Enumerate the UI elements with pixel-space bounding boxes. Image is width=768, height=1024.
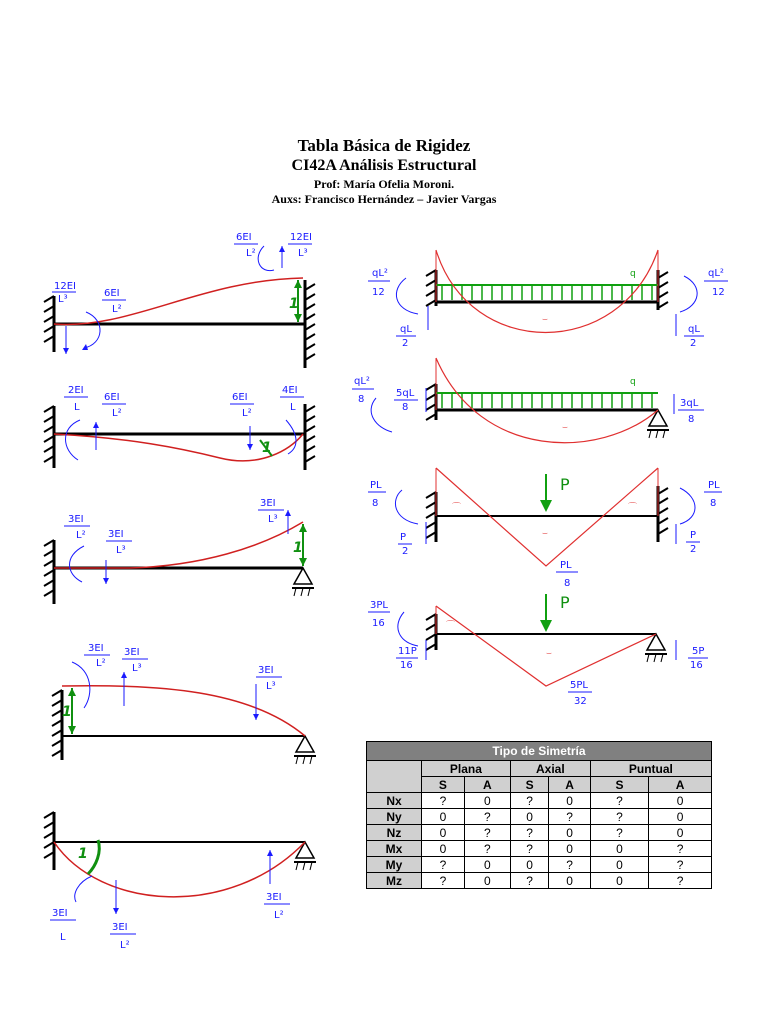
svg-text:P: P	[560, 593, 570, 612]
svg-text:32: 32	[574, 696, 587, 707]
diagram-point-load-fixed-fixed	[368, 468, 722, 589]
table-row: Nz 0 ? ? 0 ? 0	[367, 825, 712, 841]
svg-text:8: 8	[564, 578, 571, 589]
svg-text:qL: qL	[400, 324, 412, 335]
svg-text:12: 12	[712, 287, 725, 298]
diagram-uniform-load-fixed-fixed	[368, 250, 728, 349]
svg-text:qL²: qL²	[372, 268, 388, 279]
svg-text:4EI: 4EI	[282, 385, 298, 396]
svg-text:L²: L²	[120, 940, 130, 951]
label-12ei: 12EI	[54, 281, 76, 292]
diagram-fixed-fixed-translation	[44, 232, 315, 368]
svg-text:5qL: 5qL	[396, 388, 415, 399]
svg-text:⌣: ⌣	[546, 649, 552, 659]
diagram-fixed-pinned-translation	[44, 498, 314, 604]
svg-text:qL: qL	[688, 324, 700, 335]
svg-text:1: 1	[62, 704, 72, 720]
diagram-fixed-pinned-left-translation	[52, 643, 316, 764]
unit-displacement-label: 1	[289, 296, 299, 312]
svg-text:6EI: 6EI	[236, 232, 252, 243]
subheader: A	[464, 777, 510, 793]
svg-text:L²: L²	[96, 658, 106, 669]
professor-line: Prof: María Ofelia Moroni.	[313, 177, 455, 191]
subheader: A	[649, 777, 712, 793]
svg-text:3EI: 3EI	[258, 665, 274, 676]
svg-text:3EI: 3EI	[68, 514, 84, 525]
svg-text:12: 12	[372, 287, 385, 298]
svg-text:qL²: qL²	[354, 376, 370, 387]
svg-text:3EI: 3EI	[52, 908, 68, 919]
svg-text:qL²: qL²	[708, 268, 724, 279]
table-row: Nx ? 0 ? 0 ? 0	[367, 793, 712, 809]
svg-text:L³: L³	[298, 248, 308, 259]
svg-text:1: 1	[78, 846, 88, 862]
svg-text:q: q	[630, 269, 636, 279]
svg-text:L³: L³	[132, 663, 142, 674]
group-plana: Plana	[422, 761, 511, 777]
subheader: S	[422, 777, 465, 793]
svg-text:L²: L²	[274, 910, 284, 921]
svg-text:⌣: ⌣	[562, 423, 568, 433]
svg-text:3EI: 3EI	[260, 498, 276, 509]
svg-text:L²: L²	[246, 248, 256, 259]
svg-text:8: 8	[710, 498, 717, 509]
svg-text:8: 8	[402, 402, 409, 413]
fixed-support-left	[44, 296, 54, 352]
table-row: Mx 0 ? ? 0 0 ?	[367, 841, 712, 857]
svg-text:8: 8	[358, 394, 365, 405]
svg-text:2: 2	[690, 544, 697, 555]
diagram-fixed-pinned-rotation	[44, 812, 316, 951]
svg-text:6EI: 6EI	[104, 392, 120, 403]
diagram-fixed-fixed-rotation	[44, 385, 315, 470]
svg-text:PL: PL	[708, 480, 720, 491]
svg-text:L²: L²	[112, 408, 122, 419]
svg-text:2: 2	[690, 338, 697, 349]
svg-text:11P: 11P	[398, 646, 417, 657]
subheader: S	[590, 777, 648, 793]
pin-support	[294, 568, 312, 584]
table-row: My ? 0 0 ? 0 ?	[367, 857, 712, 873]
diagram-point-load-fixed-pinned	[368, 593, 708, 707]
svg-text:12EI: 12EI	[290, 232, 312, 243]
svg-text:P: P	[690, 530, 697, 541]
assistants-line: Auxs: Francisco Hernández – Javier Vargas	[271, 192, 497, 206]
group-puntual: Puntual	[590, 761, 711, 777]
svg-text:5PL: 5PL	[570, 680, 588, 691]
svg-text:3EI: 3EI	[108, 529, 124, 540]
svg-text:⌒: ⌒	[446, 621, 456, 631]
svg-text:L³: L³	[268, 514, 278, 525]
svg-text:5P: 5P	[692, 646, 705, 657]
svg-text:L³: L³	[58, 294, 68, 305]
svg-text:16: 16	[372, 618, 385, 629]
svg-text:PL: PL	[560, 560, 572, 571]
svg-text:3EI: 3EI	[124, 647, 140, 658]
svg-text:L³: L³	[266, 681, 276, 692]
svg-text:⌣: ⌣	[542, 529, 548, 539]
symmetry-table	[366, 741, 712, 889]
svg-text:L²: L²	[242, 408, 252, 419]
svg-text:2: 2	[402, 338, 409, 349]
table-row: Ny 0 ? 0 ? ? 0	[367, 809, 712, 825]
corner-cell	[367, 761, 422, 793]
svg-text:⌒: ⌒	[452, 503, 462, 513]
fixed-support-right	[305, 280, 315, 368]
svg-text:L: L	[74, 402, 80, 413]
group-axial: Axial	[510, 761, 590, 777]
svg-text:2: 2	[402, 546, 409, 557]
svg-text:P: P	[560, 475, 570, 494]
diagram-uniform-load-fixed-pinned	[352, 358, 704, 443]
svg-text:16: 16	[400, 660, 413, 671]
svg-text:⌣: ⌣	[542, 315, 548, 325]
svg-text:6EI: 6EI	[232, 392, 248, 403]
svg-text:2EI: 2EI	[68, 385, 84, 396]
svg-text:3EI: 3EI	[112, 922, 128, 933]
svg-text:L²: L²	[112, 304, 122, 315]
svg-text:16: 16	[690, 660, 703, 671]
svg-text:P: P	[400, 532, 407, 543]
svg-text:L³: L³	[116, 545, 126, 556]
svg-text:8: 8	[372, 498, 379, 509]
svg-text:1: 1	[262, 440, 272, 456]
course-name: CI42A Análisis Estructural	[291, 157, 477, 174]
svg-text:3EI: 3EI	[88, 643, 104, 654]
svg-text:L: L	[290, 402, 296, 413]
svg-text:1: 1	[293, 540, 303, 556]
svg-text:3EI: 3EI	[266, 892, 282, 903]
subheader: A	[549, 777, 590, 793]
svg-text:3qL: 3qL	[680, 398, 699, 409]
svg-text:6EI: 6EI	[104, 288, 120, 299]
svg-text:L: L	[60, 932, 66, 943]
svg-text:3PL: 3PL	[370, 600, 388, 611]
svg-text:PL: PL	[370, 480, 382, 491]
svg-text:8: 8	[688, 414, 695, 425]
document-title: Tabla Básica de Rigidez	[297, 136, 471, 155]
symmetry-table-title: Tipo de Simetría	[367, 742, 712, 761]
svg-text:⌒: ⌒	[628, 503, 638, 513]
subheader: S	[510, 777, 549, 793]
table-row: Mz ? 0 ? 0 0 ?	[367, 873, 712, 889]
deflected-shape	[54, 278, 303, 324]
svg-text:q: q	[630, 377, 636, 387]
svg-text:L²: L²	[76, 530, 86, 541]
